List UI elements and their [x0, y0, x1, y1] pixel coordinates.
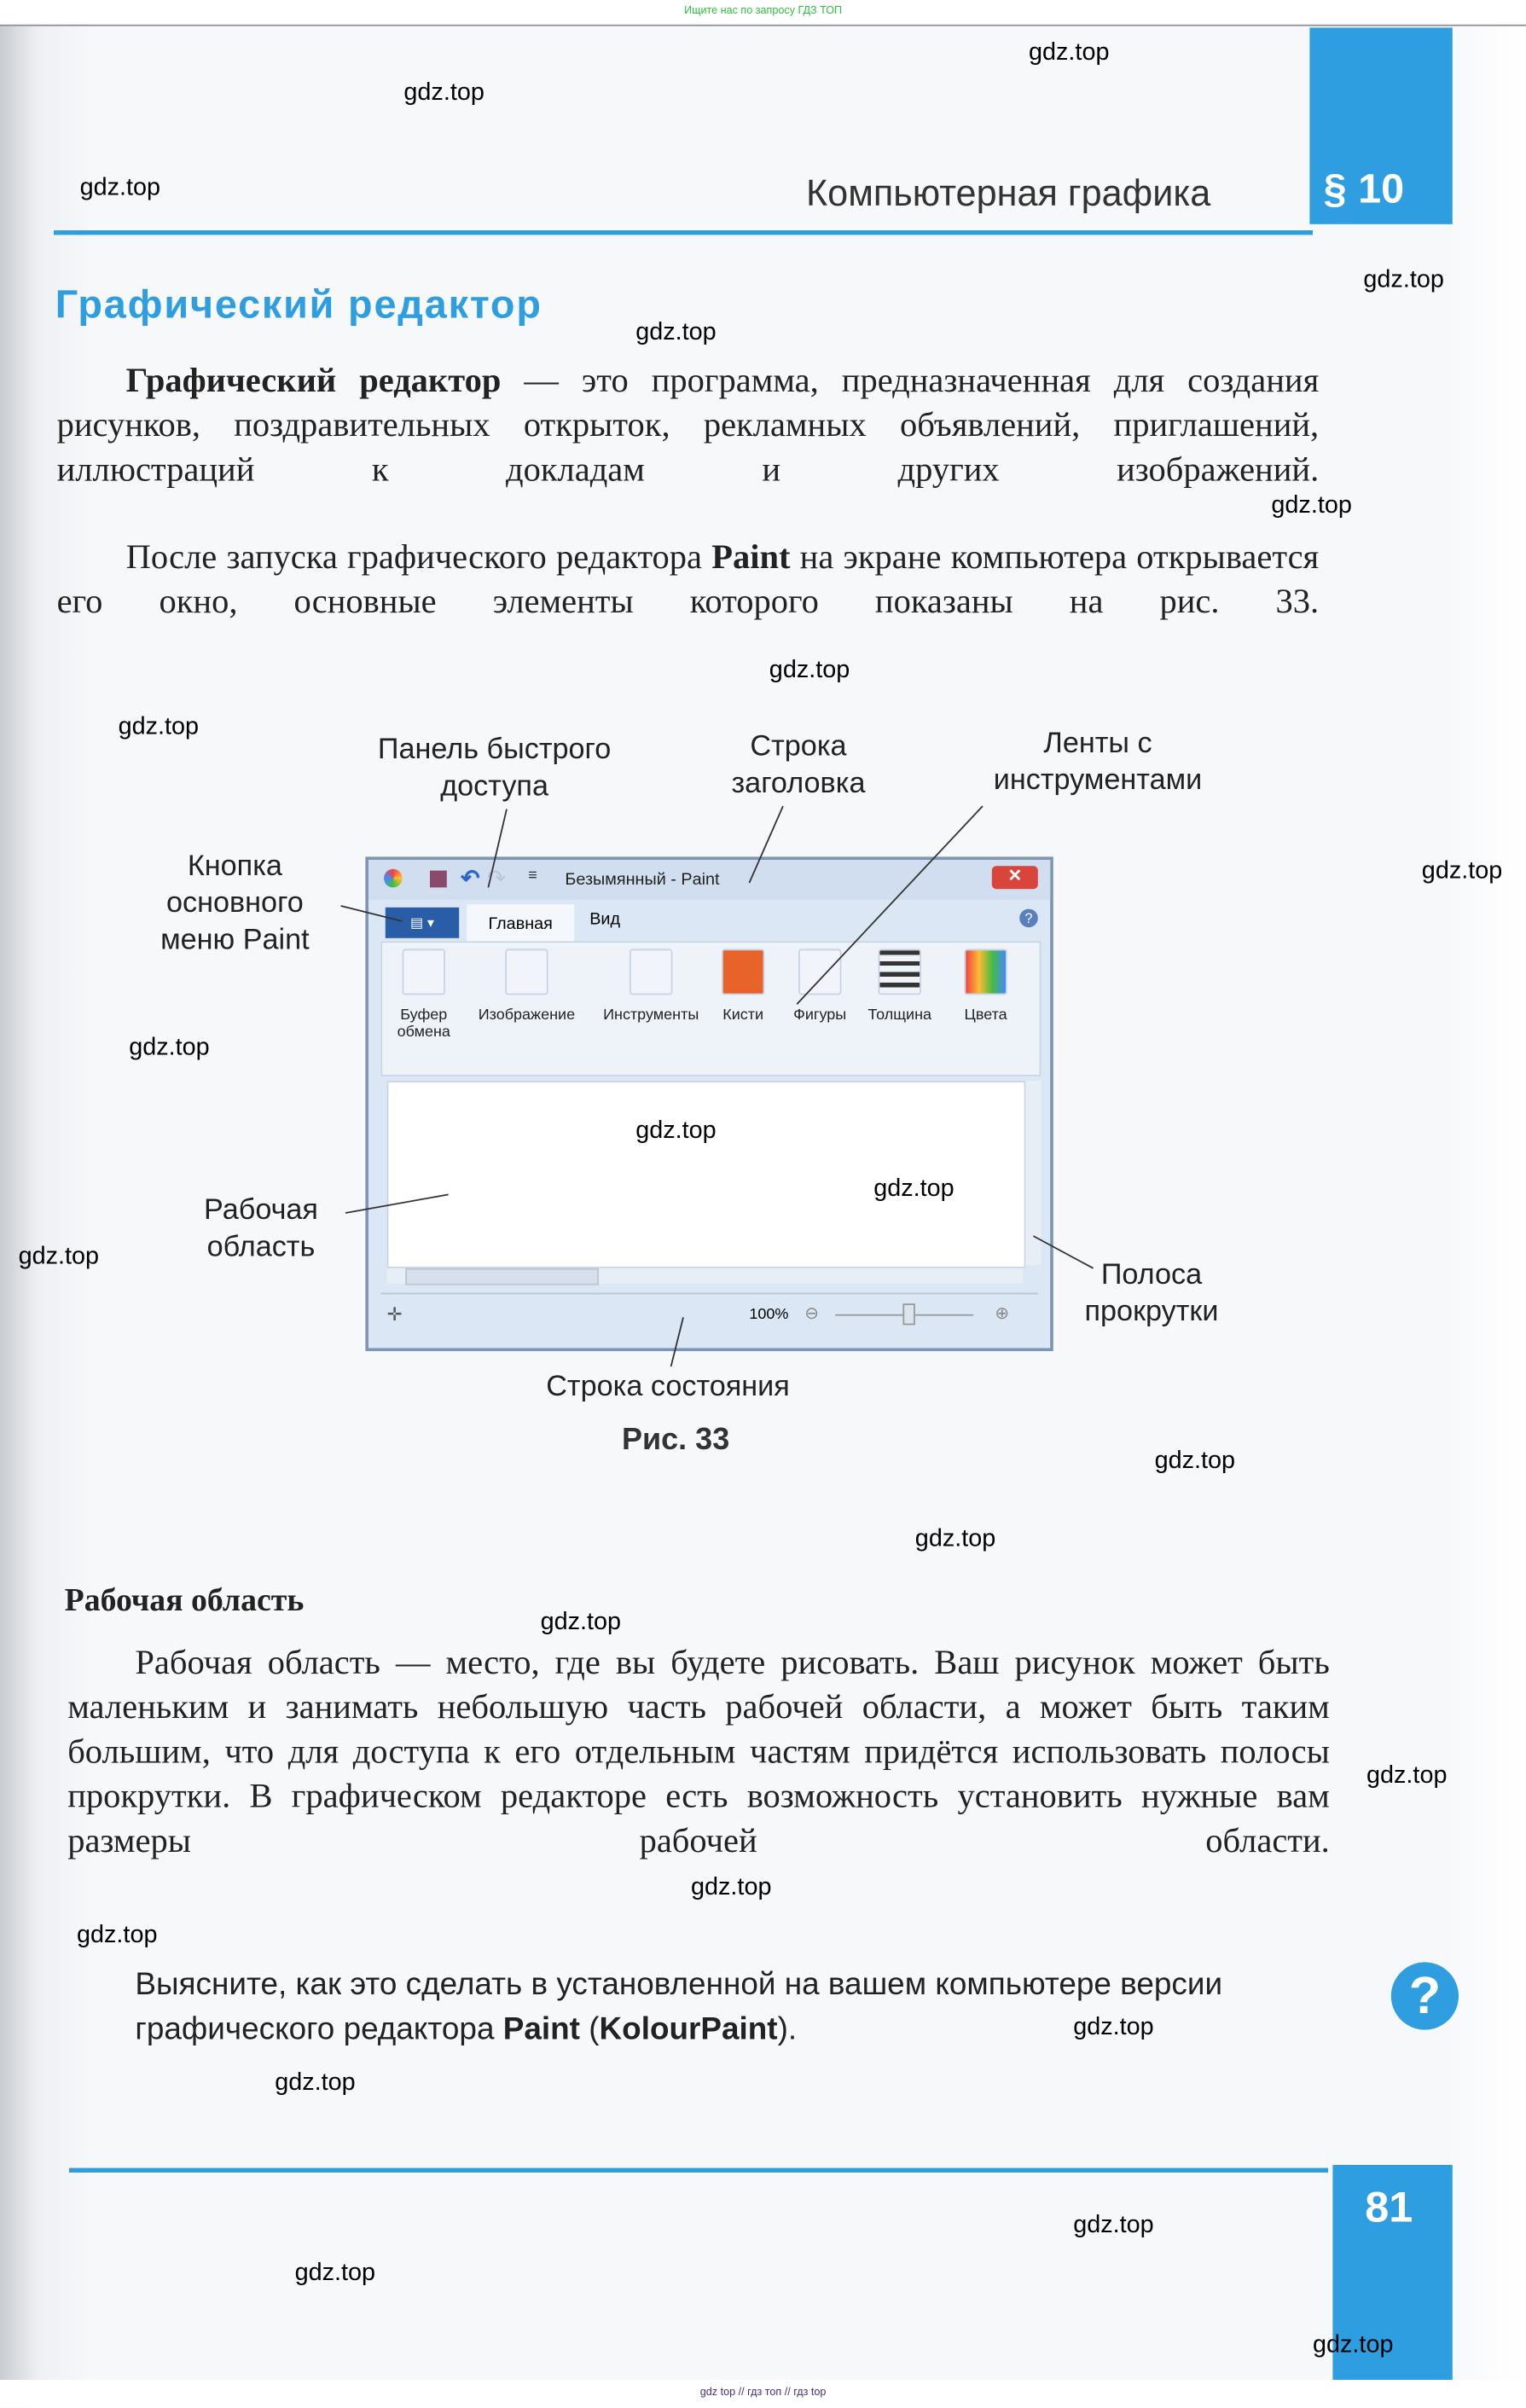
chapter-title: Компьютерная графика [806, 173, 1211, 215]
app-name: Paint [502, 2011, 580, 2047]
bottom-banner: gdz top // гдз топ // гдз top [0, 2380, 1526, 2407]
watermark: gdz.top [403, 79, 484, 107]
section-heading: Графический редактор [55, 281, 543, 328]
callout-scrollbar: Полоса прокрутки [1084, 1259, 1219, 1328]
callout-quick-access: Панель быстрого доступа [377, 734, 612, 804]
figure-caption: Рис. 33 [622, 1423, 730, 1458]
watermark: gdz.top [873, 1175, 954, 1203]
watermark: gdz.top [79, 175, 161, 201]
watermark: gdz.top [129, 1035, 210, 1061]
text: на экране компьютера открывается его окно, основные элементы которого показаны на рис. 33. [56, 537, 1320, 621]
definition: — это программа, предназначенная для создания рисунков, поздравительных открыток, рекламных объявлений, приглашений, иллюстраций к докладам и других изображений. [56, 361, 1320, 489]
customize-toolbar-icon[interactable]: ≡ [528, 867, 537, 885]
zoom-in-button[interactable]: ⊕ [995, 1305, 1009, 1324]
undo-icon[interactable]: ↶ [461, 866, 480, 892]
subheading-work-area: Рабочая область [64, 1581, 305, 1619]
watermark: gdz.top [635, 1117, 717, 1144]
page-number: 81 [1365, 2183, 1413, 2231]
callout-title-bar: Строка заголовка [731, 730, 866, 800]
watermark: gdz.top [294, 2260, 376, 2287]
text: После запуска графического редактора [125, 537, 712, 576]
watermark: gdz.top [1029, 39, 1110, 67]
watermark: gdz.top [77, 1922, 158, 1949]
label: Толщина [867, 1007, 932, 1024]
tab-view[interactable]: Вид [589, 910, 621, 929]
watermark: gdz.top [1421, 858, 1503, 885]
watermark: gdz.top [914, 1526, 996, 1552]
text: Выясните, как это сделать в установленной на вашем компьютере версии графического редактора [135, 1966, 1223, 2047]
question-icon: ? [1391, 1962, 1459, 2029]
watermark: gdz.top [118, 714, 200, 740]
watermark: gdz.top [1313, 2332, 1394, 2359]
move-cursor-icon: ✛ [386, 1303, 403, 1326]
label: Инструменты [603, 1007, 699, 1024]
watermark: gdz.top [1073, 2014, 1154, 2041]
text: ). [777, 2011, 798, 2047]
zoom-out-button[interactable]: ⊖ [804, 1305, 819, 1324]
callout-main-menu: Кнопка основного меню Paint [160, 850, 310, 957]
help-icon[interactable]: ? [1019, 909, 1038, 928]
watermark: gdz.top [635, 319, 717, 345]
tab-home[interactable]: Главная [467, 904, 574, 941]
top-banner: Ищите нас по запросу ГДЗ ТОП [0, 0, 1526, 26]
watermark: gdz.top [540, 1609, 622, 1635]
footer-divider [69, 2168, 1328, 2173]
section-number: § 10 [1323, 165, 1405, 212]
label: Изображение [478, 1007, 576, 1024]
label: Цвета [964, 1007, 1007, 1024]
label: Фигуры [793, 1007, 847, 1024]
watermark: gdz.top [275, 2069, 356, 2096]
app-name: KolourPaint [599, 2011, 778, 2047]
work-area-paragraph: Рабочая область — место, где вы будете рисовать. Ваш рисунок может быть маленьким и занимать небольшую часть рабочей области, а может быть таким большим, что для доступа к его отдельным частям придётся использовать полосы прокрутки. В графическом редакторе есть возможность установить нужные вам размеры рабочей области. [67, 1643, 1330, 1860]
watermark: gdz.top [1154, 1448, 1236, 1474]
app-name: Paint [711, 537, 791, 576]
callout-status-bar: Строка состояния [546, 1371, 790, 1404]
watermark: gdz.top [18, 1244, 100, 1270]
label: Кисти [722, 1007, 764, 1024]
close-button[interactable]: ✕ [992, 866, 1038, 889]
watermark: gdz.top [1366, 1762, 1448, 1789]
watermark: gdz.top [1271, 492, 1352, 519]
term: Графический редактор [125, 361, 502, 399]
label: Буфер обмена [397, 1007, 450, 1042]
main-menu-button[interactable]: ▤ ▾ [386, 908, 459, 938]
watermark: gdz.top [1363, 267, 1444, 293]
window-title: Безымянный - Paint [565, 870, 720, 890]
watermark: gdz.top [769, 657, 850, 683]
callout-work-area: Рабочая область [204, 1194, 318, 1264]
callout-ribbons: Ленты с инструментами [993, 728, 1203, 798]
watermark: gdz.top [691, 1874, 772, 1901]
redo-icon[interactable]: ↷ [486, 866, 507, 892]
watermark: gdz.top [1073, 2212, 1154, 2239]
zoom-level: 100% [749, 1306, 789, 1324]
text: ( [579, 2011, 600, 2047]
